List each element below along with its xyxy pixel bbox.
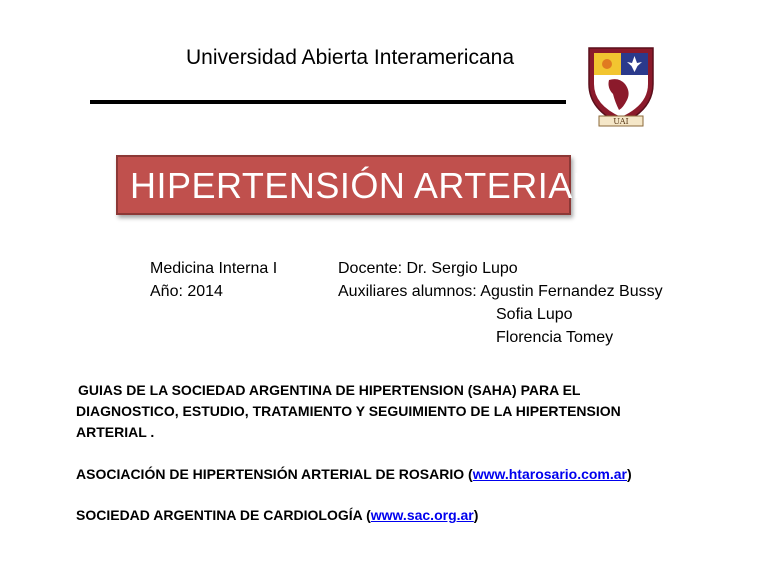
assistant-name: Sofia Lupo [496, 306, 573, 323]
course-year: Año: 2014 [150, 283, 223, 300]
course-subject: Medicina Interna I [150, 260, 278, 277]
course-teacher: Docente: Dr. Sergio Lupo [338, 260, 518, 277]
reference-guias-line: GUIAS DE LA SOCIEDAD ARGENTINA DE HIPERTENSION (SAHA) PARA EL [78, 382, 581, 398]
sac-link[interactable]: www.sac.org.ar [370, 507, 474, 523]
assistant-name: Florencia Tomey [496, 329, 614, 346]
reference-asociacion-text: ASOCIACIÓN DE HIPERTENSIÓN ARTERIAL DE ROSARIO ( [76, 466, 473, 482]
university-name: Universidad Abierta Interamericana [186, 46, 515, 69]
reference-guias-line: DIAGNOSTICO, ESTUDIO, TRATAMIENTO Y SEGUIMIENTO DE LA HIPERTENSION [76, 403, 621, 419]
title-banner [116, 155, 594, 215]
htarosario-link[interactable]: www.htarosario.com.ar [472, 466, 628, 482]
reference-sac [76, 507, 478, 523]
reference-sac-close: ) [473, 507, 479, 523]
header-divider [90, 100, 566, 104]
reference-asociacion-close: ) [627, 466, 632, 482]
reference-sac-text: SOCIEDAD ARGENTINA DE CARDIOLOGÍA ( [76, 507, 371, 523]
university-crest-icon [585, 44, 657, 130]
reference-asociacion [76, 466, 632, 482]
reference-guias-line: ARTERIAL . [76, 424, 155, 440]
slide-title: HIPERTENSIÓN ARTERIAL [130, 165, 594, 206]
crest-label: UAI [613, 117, 629, 126]
course-assistants: Auxiliares alumnos: Agustin Fernandez Bussy [338, 283, 663, 300]
